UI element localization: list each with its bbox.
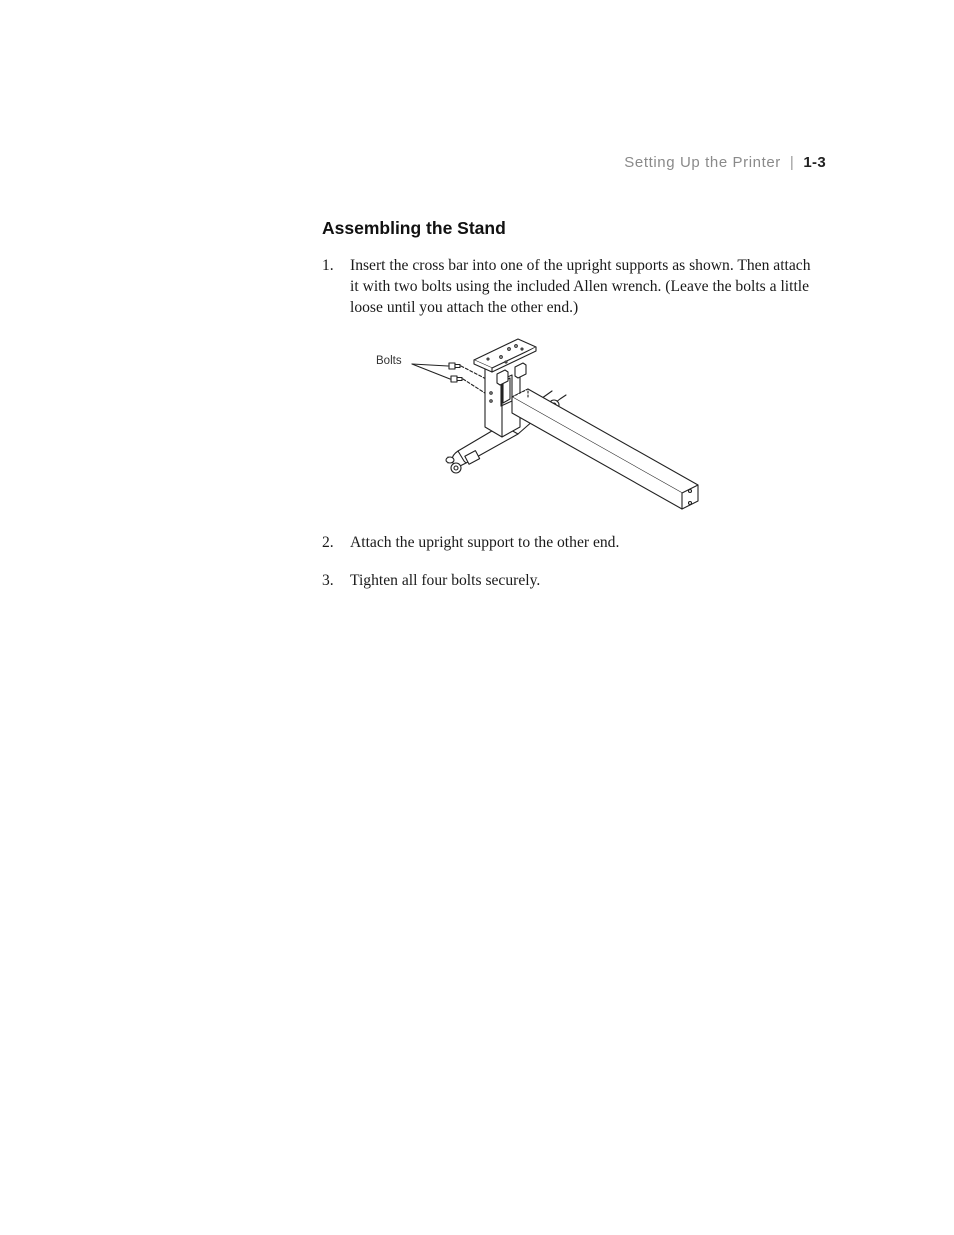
header-separator: | (789, 154, 795, 171)
running-header (624, 154, 826, 171)
cross-bar (512, 389, 698, 509)
page-number: 1-3 (803, 154, 826, 171)
step-text: Insert the cross bar into one of the upright supports as shown. Then attach it with two bolts using the included Allen wrench. (Leave the bolts a little loose until you attach the other end.) (350, 257, 811, 316)
section-name: Setting Up the Printer (624, 154, 781, 171)
step-number: 2. (322, 534, 334, 551)
stand-assembly-illustration (370, 335, 710, 515)
section-title: Assembling the Stand (322, 218, 506, 238)
top-plate (474, 339, 536, 372)
bolts-callout: Bolts (376, 355, 402, 367)
bolt-lower (451, 376, 462, 382)
step-number: 1. (322, 257, 334, 274)
step-1 (322, 256, 822, 318)
step-text: Tighten all four bolts securely. (350, 572, 541, 589)
step-3 (322, 571, 822, 592)
step-2 (322, 533, 822, 554)
bolt-upper (449, 363, 460, 369)
step-number: 3. (322, 572, 334, 589)
step-text: Attach the upright support to the other end. (350, 534, 620, 551)
